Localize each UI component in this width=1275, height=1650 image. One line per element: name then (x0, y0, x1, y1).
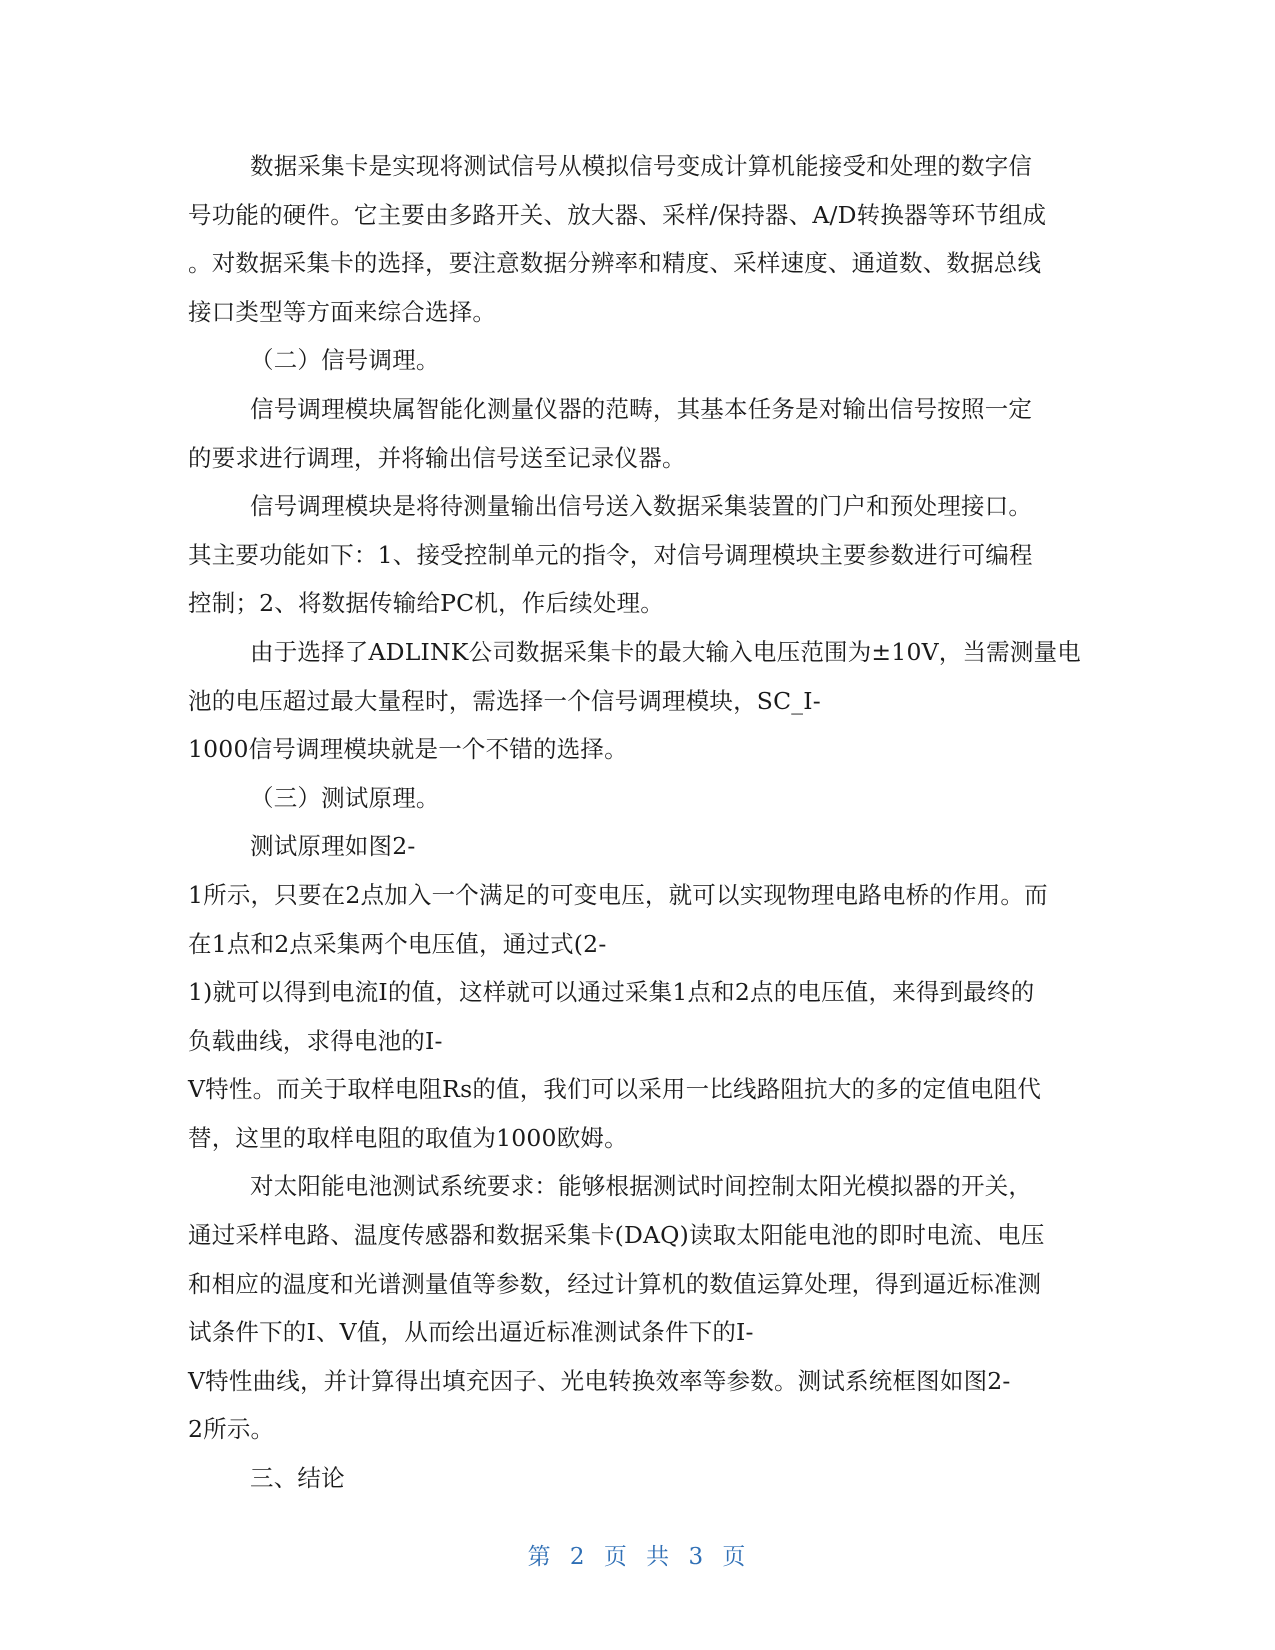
paragraph-line: 1000信号调理模块就是一个不错的选择。 (188, 735, 628, 764)
paragraph-line: 负载曲线，求得电池的I- (188, 1026, 443, 1055)
paragraph-line: 2所示。 (188, 1415, 275, 1444)
paragraph-line: 数据采集卡是实现将测试信号从模拟信号变成计算机能接受和处理的数字信 (250, 152, 1033, 180)
page-number-footer: 第 2 页 共 3 页 (527, 1544, 748, 1570)
paragraph-line: 的要求进行调理，并将输出信号送至记录仪器。 (188, 443, 686, 472)
paragraph-line: 替，这里的取样电阻的取值为1000欧姆。 (188, 1123, 628, 1152)
paragraph-line: 信号调理模块是将待测量输出信号送入数据采集装置的门户和预处理接口。 (250, 492, 1033, 521)
section-heading: （二）信号调理。 (250, 346, 440, 375)
paragraph-line: 其主要功能如下：1、接受控制单元的指令，对信号调理模块主要参数进行可编程 (188, 540, 1033, 569)
paragraph-line: 接口类型等方面来综合选择。 (188, 297, 497, 326)
paragraph-line: 1所示，只要在2点加入一个满足的可变电压，就可以实现物理电路电桥的作用。而 (188, 880, 1048, 909)
paragraph-line: 试条件下的I、V值，从而绘出逼近标准测试条件下的I- (188, 1318, 754, 1347)
paragraph-line: 1)就可以得到电流I的值，这样就可以通过采集1点和2点的电压值，来得到最终的 (188, 978, 1035, 1007)
section-heading: 三、结论 (250, 1464, 345, 1493)
paragraph-line: V特性曲线，并计算得出填充因子、光电转换效率等参数。测试系统框图如图2- (188, 1366, 1011, 1395)
paragraph-line: 号功能的硬件。它主要由多路开关、放大器、采样/保持器、A/D转换器等环节组成 (188, 200, 1047, 229)
paragraph-line: V特性。而关于取样电阻Rs的值，我们可以采用一比线路阻抗大的多的定值电阻代 (188, 1075, 1042, 1104)
paragraph-line: 和相应的温度和光谱测量值等参数，经过计算机的数值运算处理，得到逼近标准测 (188, 1269, 1042, 1298)
paragraph-line: 控制；2、将数据传输给PC机，作后续处理。 (188, 589, 664, 618)
paragraph-line: 测试原理如图2- (250, 832, 416, 861)
paragraph-line: 信号调理模块属智能化测量仪器的范畴，其基本任务是对输出信号按照一定 (250, 394, 1033, 423)
paragraph-line: 。对数据采集卡的选择，要注意数据分辨率和精度、采样速度、通道数、数据总线 (188, 249, 1042, 278)
paragraph-line: 由于选择了ADLINK公司数据采集卡的最大输入电压范围为±10V，当需测量电 (250, 637, 1081, 666)
document-body (188, 142, 1088, 1503)
paragraph-line: 对太阳能电池测试系统要求：能够根据测试时间控制太阳光模拟器的开关， (250, 1172, 1033, 1201)
section-heading: （三）测试原理。 (250, 783, 440, 812)
paragraph-line: 通过采样电路、温度传感器和数据采集卡(DAQ)读取太阳能电池的即时电流、电压 (188, 1221, 1045, 1250)
paragraph-line: 池的电压超过最大量程时，需选择一个信号调理模块，SC_I- (188, 686, 821, 715)
paragraph-line: 在1点和2点采集两个电压值，通过式(2- (188, 929, 607, 958)
